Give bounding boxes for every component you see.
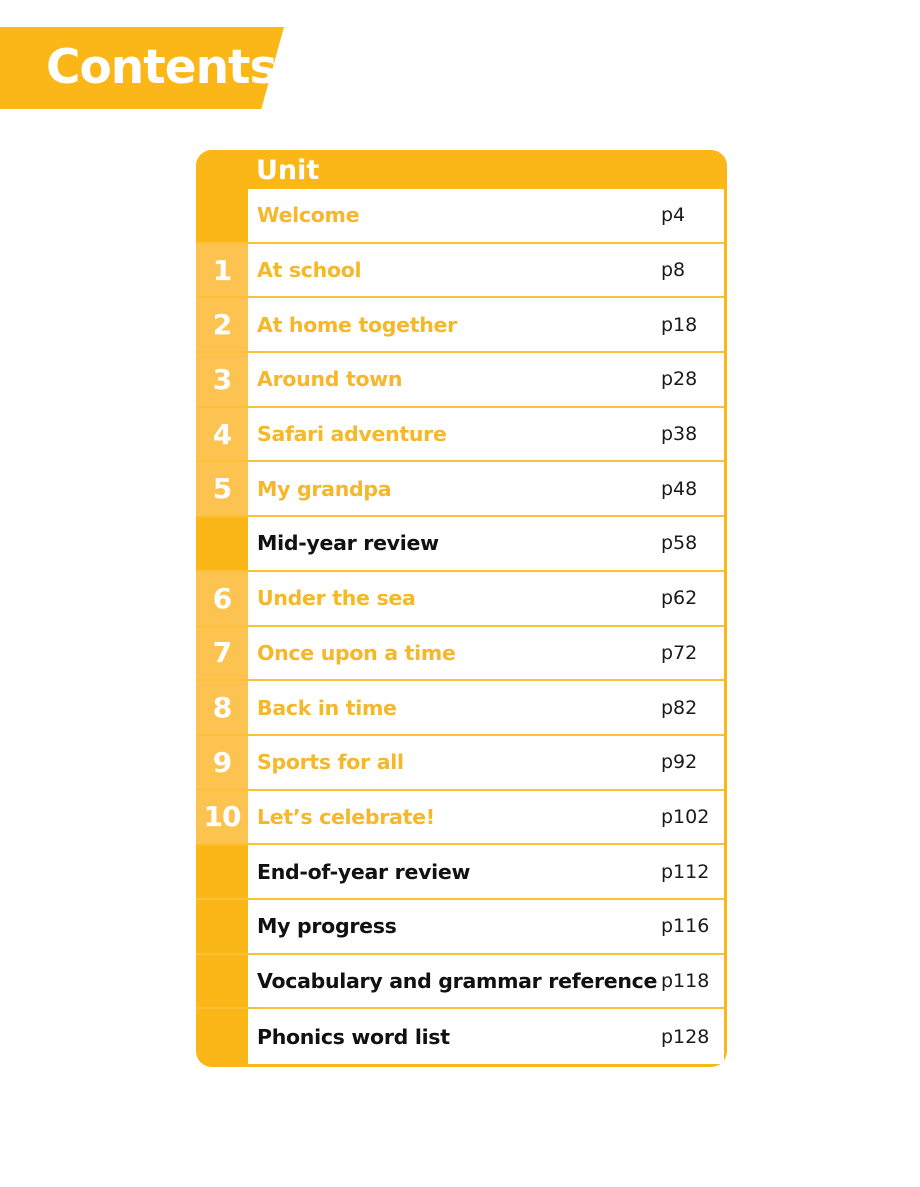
section-title: Phonics word list: [257, 1024, 450, 1049]
unit-number: [196, 189, 248, 242]
unit-number: [196, 900, 248, 953]
section-title: Back in time: [257, 695, 397, 720]
section-title: Sports for all: [257, 750, 404, 775]
contents-row: [196, 189, 727, 244]
page-number: p38: [661, 423, 698, 446]
contents-row: [196, 681, 727, 736]
section-title: At school: [257, 258, 362, 283]
page-number: p102: [661, 805, 710, 828]
section-title: Mid-year review: [257, 531, 439, 556]
contents-row: [196, 845, 727, 900]
contents-row: [196, 955, 727, 1010]
page-number: p92: [661, 751, 698, 774]
page-number: p4: [661, 204, 686, 227]
page-number: p18: [661, 313, 698, 336]
page-number: p72: [661, 641, 698, 664]
table-right-border: [724, 150, 727, 1067]
section-title: Let’s celebrate!: [257, 804, 435, 829]
section-title: At home together: [257, 312, 457, 337]
contents-row: [196, 353, 727, 408]
contents-row: [196, 1009, 727, 1064]
contents-row: [196, 244, 727, 299]
unit-number: 3: [196, 353, 248, 406]
page-number: p62: [661, 587, 698, 610]
section-title: My grandpa: [257, 476, 392, 501]
contents-row: [196, 736, 727, 791]
page-number: p58: [661, 532, 698, 555]
unit-number: [196, 1009, 248, 1064]
page-number: p112: [661, 860, 710, 883]
unit-number: 10: [196, 791, 248, 844]
section-title: End-of-year review: [257, 859, 471, 884]
section-title: Vocabulary and grammar reference: [257, 968, 658, 993]
unit-number: 6: [196, 572, 248, 625]
unit-number: [196, 517, 248, 570]
page-number: p48: [661, 477, 698, 500]
contents-row: [196, 791, 727, 846]
section-title: Under the sea: [257, 586, 416, 611]
table-header: [196, 150, 727, 189]
table-bottom-border: [196, 1064, 727, 1067]
page-number: p118: [661, 969, 710, 992]
section-title: Welcome: [257, 203, 360, 228]
unit-number: 9: [196, 736, 248, 789]
unit-number: 2: [196, 298, 248, 351]
unit-number: 4: [196, 408, 248, 461]
contents-row: [196, 900, 727, 955]
page-number: p128: [661, 1025, 710, 1048]
contents-row: [196, 572, 727, 627]
contents-row: [196, 408, 727, 463]
page-number: p28: [661, 368, 698, 391]
contents-row: [196, 517, 727, 572]
section-title: My progress: [257, 914, 397, 939]
section-title: Safari adventure: [257, 422, 447, 447]
contents-row: [196, 627, 727, 682]
contents-table: [196, 150, 727, 1067]
contents-rows: [196, 189, 727, 1064]
section-title: Once upon a time: [257, 640, 456, 665]
unit-number: [196, 955, 248, 1008]
page-title: Contents: [46, 40, 277, 95]
contents-row: [196, 462, 727, 517]
page-number: p82: [661, 696, 698, 719]
contents-row: [196, 298, 727, 353]
page-number: p116: [661, 915, 710, 938]
unit-header-label: Unit: [256, 155, 320, 186]
section-title: Around town: [257, 367, 403, 392]
unit-number: 8: [196, 681, 248, 734]
unit-number: [196, 845, 248, 898]
unit-number: 1: [196, 244, 248, 297]
unit-number: 5: [196, 462, 248, 515]
unit-number: 7: [196, 627, 248, 680]
page-number: p8: [661, 259, 686, 282]
